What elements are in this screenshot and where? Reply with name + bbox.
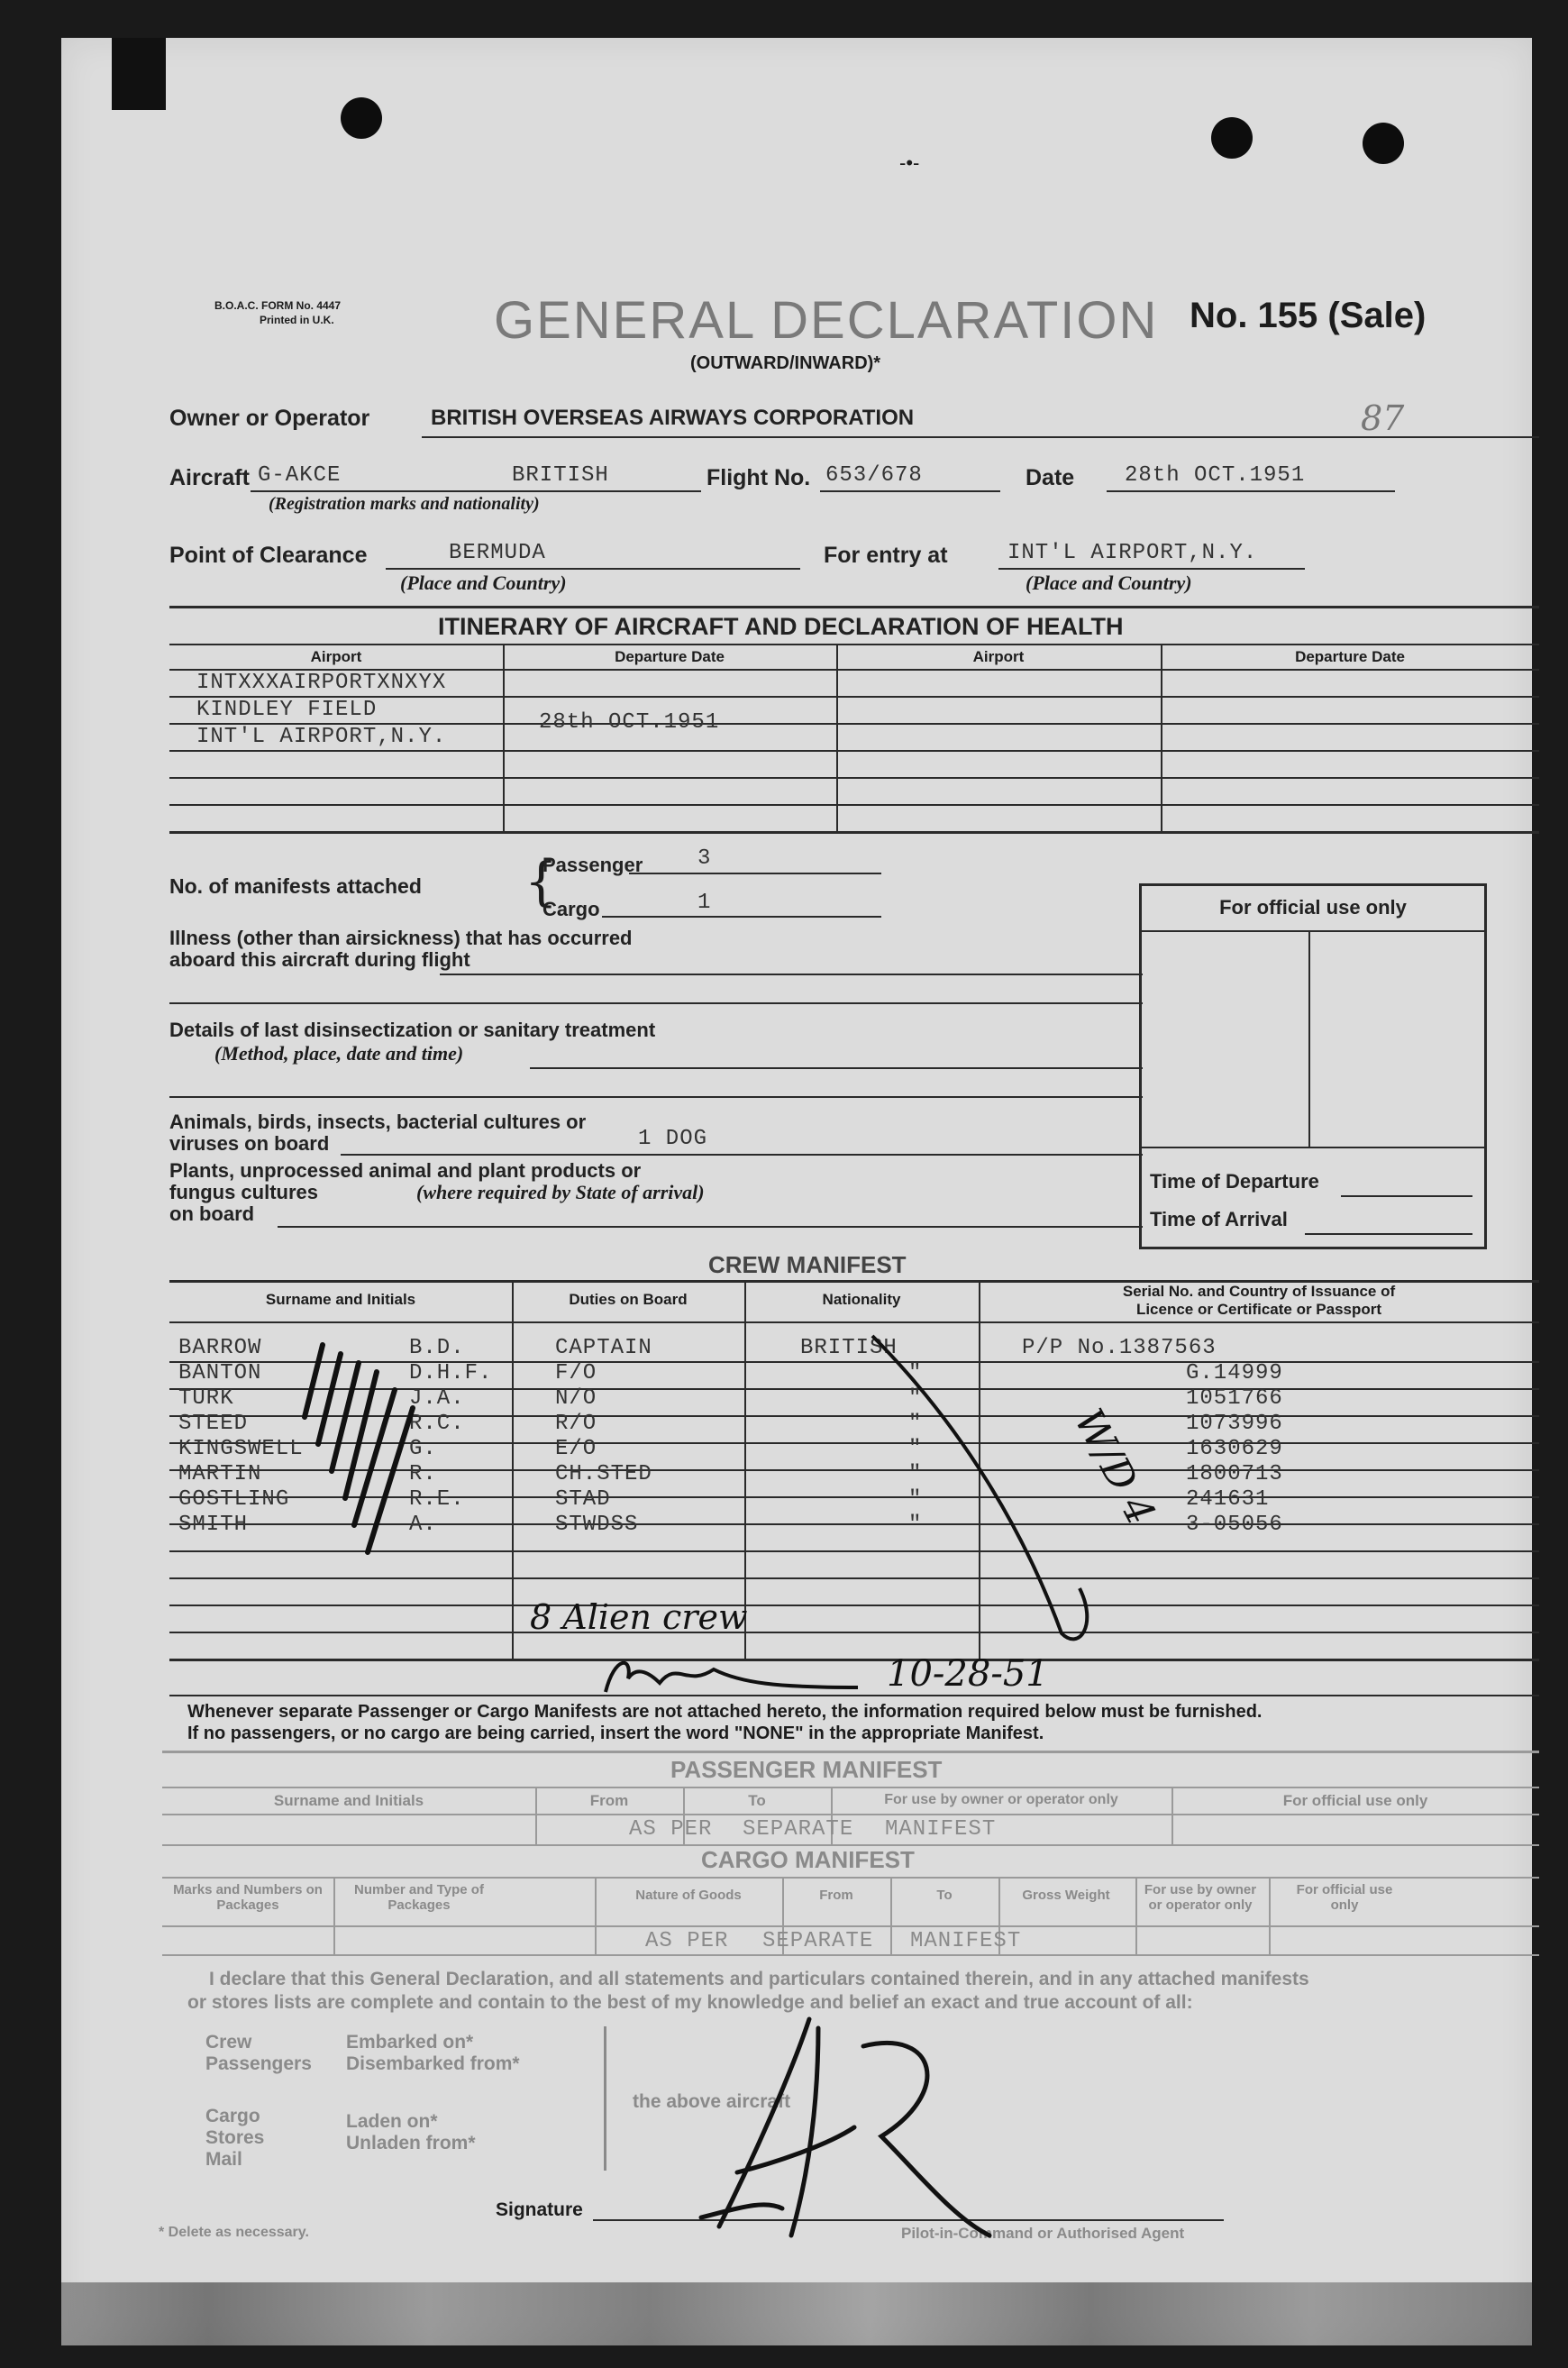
handwritten-initials <box>597 1651 867 1705</box>
plants-note: (where required by State of arrival) <box>416 1181 705 1203</box>
crew-initials-1: B.D. <box>409 1336 465 1360</box>
punch-hole-right <box>1363 123 1404 164</box>
flight-label: Flight No. <box>707 465 811 490</box>
crew-header-serial-2: Licence or Certificate or Passport <box>1135 1301 1382 1318</box>
cargo-header-number: Number and Type of Packages <box>354 1882 484 1913</box>
aircraft-nationality: BRITISH <box>512 463 609 488</box>
cargo-entry-3: MANIFEST <box>910 1929 1022 1953</box>
crew-nationality-6: " <box>908 1462 923 1486</box>
cargo-header-from: From <box>819 1888 853 1903</box>
crew-duty-1: CAPTAIN <box>555 1336 652 1360</box>
crew-serial-4: 1073996 <box>1186 1412 1283 1436</box>
declaration-above-aircraft: the above aircraft <box>633 2091 791 2112</box>
crew-initials-3: J.A. <box>409 1386 465 1411</box>
aircraft-registration: G-AKCE <box>258 463 342 488</box>
handwritten-side-stroke <box>854 1318 1125 1660</box>
crew-serial-7: 241631 <box>1186 1487 1270 1512</box>
itinerary-header-date-2: Departure Date <box>1295 648 1405 665</box>
crew-duty-4: R/O <box>555 1412 597 1436</box>
crew-nationality-3: " <box>908 1386 923 1411</box>
manifests-label: No. of manifests attached <box>169 874 422 898</box>
aircraft-label: Aircraft <box>169 465 250 490</box>
crew-nationality-7: " <box>908 1487 923 1512</box>
crew-surname-2: BANTON <box>178 1361 262 1385</box>
itinerary-airport-row-1: INTXXXAIRPORTXNXYX <box>196 671 447 695</box>
manifests-cargo-label: Cargo <box>542 898 600 920</box>
handwritten-date: 10-28-51 <box>887 1653 1049 1695</box>
signature-role: Pilot-in-Command or Authorised Agent <box>901 2225 1185 2242</box>
crew-duty-5: E/O <box>555 1437 597 1461</box>
animals-label-2: viruses on board <box>169 1132 330 1155</box>
crew-duty-2: F/O <box>555 1361 597 1385</box>
notice-line-2: If no passengers, or no cargo are being carried, insert the word "NONE" in the appropriate Manifest. <box>187 1723 1044 1743</box>
declaration-mail: Mail <box>205 2149 242 2170</box>
official-arrival: Time of Arrival <box>1150 1208 1288 1230</box>
cargo-manifest-title: CARGO MANIFEST <box>701 1846 915 1873</box>
cargo-header-owner: For use by owner or operator only <box>1144 1882 1257 1913</box>
crew-duty-8: STWDSS <box>555 1513 639 1537</box>
passenger-manifest-title: PASSENGER MANIFEST <box>670 1756 943 1783</box>
passenger-entry-1: AS PER <box>629 1817 713 1842</box>
animals-label: Animals, birds, insects, bacterial cultures or <box>169 1111 587 1133</box>
crew-initials-8: A. <box>409 1513 437 1537</box>
handwritten-alien-crew: 8 Alien crew <box>530 1597 748 1637</box>
itinerary-header-airport-2: Airport <box>972 648 1025 665</box>
handwritten-check-marks <box>278 1336 458 1570</box>
form-number: B.O.A.C. FORM No. 4447 <box>214 299 342 312</box>
crew-surname-6: MARTIN <box>178 1462 262 1486</box>
declaration-bracket <box>595 2026 606 2171</box>
printed-note: Printed in U.K. <box>260 314 334 326</box>
declaration-embarked: Embarked on* <box>346 2032 474 2053</box>
crew-manifest-title: CREW MANIFEST <box>708 1251 907 1278</box>
itinerary-header-date-1: Departure Date <box>615 648 725 665</box>
crew-serial-6: 1800713 <box>1186 1462 1283 1486</box>
official-departure: Time of Departure <box>1150 1170 1319 1193</box>
declaration-disembarked: Disembarked from* <box>346 2053 520 2074</box>
top-mark: -•- <box>899 151 920 174</box>
clearance-value: BERMUDA <box>449 541 546 565</box>
clearance-label: Point of Clearance <box>169 543 368 568</box>
crew-initials-2: D.H.F. <box>409 1361 493 1385</box>
handwritten-side-note: W/D 4 <box>1064 1401 1164 1533</box>
passenger-entry-3: MANIFEST <box>885 1817 997 1842</box>
crew-initials-4: R.C. <box>409 1412 465 1436</box>
crew-nationality-8: " <box>908 1513 923 1537</box>
crew-header-surname: Surname and Initials <box>265 1291 416 1308</box>
crew-header-serial-1: Serial No. and Country of Issuance of <box>1122 1283 1396 1300</box>
notice-line-1: Whenever separate Passenger or Cargo Manifests are not attached hereto, the information required below must be furnished. <box>187 1702 1263 1722</box>
delete-note: * Delete as necessary. <box>159 2225 309 2240</box>
crew-header-duties: Duties on Board <box>569 1291 688 1308</box>
crew-surname-4: STEED <box>178 1412 249 1436</box>
declaration-passengers: Passengers <box>205 2053 312 2074</box>
form-serial-number: No. 155 (Sale) <box>1190 296 1427 335</box>
crew-duty-3: N/O <box>555 1386 597 1411</box>
itinerary-header-airport-1: Airport <box>310 648 362 665</box>
official-use-title: For official use only <box>1219 896 1407 919</box>
crew-nationality-1: BRITISH <box>800 1336 898 1360</box>
crew-surname-1: BARROW <box>178 1336 262 1360</box>
manifests-brace: { <box>524 851 558 912</box>
illness-label: Illness (other than airsickness) that has occurred <box>169 927 633 949</box>
crew-initials-5: G. <box>409 1437 437 1461</box>
manifests-cargo-count: 1 <box>697 891 712 915</box>
plants-label-2: fungus cultures <box>169 1181 319 1203</box>
owner-label: Owner or Operator <box>169 406 370 431</box>
crew-serial-1: P/P No.1387563 <box>1022 1336 1217 1360</box>
crew-nationality-5: " <box>908 1437 923 1461</box>
declaration-line-1: I declare that this General Declaration, and all statements and particulars contained therein, and in any attached manifests <box>209 1969 1309 1989</box>
corner-number: 87 <box>1361 398 1405 438</box>
owner-value: BRITISH OVERSEAS AIRWAYS CORPORATION <box>431 406 915 430</box>
disinsect-note: (Method, place, date and time) <box>214 1042 464 1065</box>
passenger-header-surname: Surname and Initials <box>273 1792 424 1809</box>
itinerary-airport-row-3: INT'L AIRPORT,N.Y. <box>196 725 447 749</box>
date-label: Date <box>1026 465 1075 490</box>
torn-corner <box>112 38 166 110</box>
passenger-header-from: From <box>589 1792 629 1809</box>
crew-surname-3: TURK <box>178 1386 234 1411</box>
aircraft-note: (Registration marks and nationality) <box>269 494 540 514</box>
form-subtitle: (OUTWARD/INWARD)* <box>690 353 881 373</box>
plants-label: Plants, unprocessed animal and plant products or <box>169 1159 642 1182</box>
declaration-laden: Laden on* <box>346 2111 438 2132</box>
flight-number: 653/678 <box>825 463 923 488</box>
crew-surname-5: KINGSWELL <box>178 1437 304 1461</box>
declaration-crew: Crew <box>205 2032 252 2053</box>
passenger-header-to: To <box>748 1792 766 1809</box>
declaration-line-2: or stores lists are complete and contain to the best of my knowledge and belief an exact and true account of all: <box>187 1992 1193 2013</box>
itinerary-airport-row-2: KINDLEY FIELD <box>196 698 378 722</box>
crew-serial-3: 1051766 <box>1186 1386 1283 1411</box>
clearance-note: (Place and Country) <box>400 571 567 594</box>
cargo-header-nature: Nature of Goods <box>635 1888 742 1903</box>
crew-nationality-4: " <box>908 1412 923 1436</box>
entry-note: (Place and Country) <box>1026 571 1192 594</box>
pilot-signature <box>683 1992 1007 2263</box>
illness-label-2: aboard this aircraft during flight <box>169 948 470 971</box>
manifests-passenger-count: 3 <box>697 846 712 871</box>
crew-serial-5: 1630629 <box>1186 1437 1283 1461</box>
form-title: GENERAL DECLARATION <box>494 291 1159 350</box>
signature-label: Signature <box>496 2199 583 2220</box>
date-value: 28th OCT.1951 <box>1125 463 1306 488</box>
punch-hole-mid <box>1211 117 1253 159</box>
cargo-entry-1: AS PER <box>645 1929 729 1953</box>
cargo-header-weight: Gross Weight <box>1022 1888 1110 1903</box>
crew-duty-6: CH.STED <box>555 1462 652 1486</box>
animals-value: 1 DOG <box>638 1127 708 1151</box>
declaration-stores: Stores <box>205 2127 265 2148</box>
entry-label: For entry at <box>824 543 948 568</box>
crew-serial-2: G.14999 <box>1186 1361 1283 1385</box>
itinerary-title: ITINERARY OF AIRCRAFT AND DECLARATION OF HEALTH <box>438 613 1124 640</box>
cargo-header-marks: Marks and Numbers on Packages <box>173 1882 323 1913</box>
entry-value: INT'L AIRPORT,N.Y. <box>1007 541 1258 565</box>
passenger-header-official: For official use only <box>1282 1792 1428 1809</box>
crew-serial-8: 3-05056 <box>1186 1513 1283 1537</box>
bottom-torn-edge <box>61 2282 1532 2345</box>
crew-surname-7: GOSTLING <box>178 1487 290 1512</box>
plants-label-3: on board <box>169 1202 255 1225</box>
cargo-entry-2: SEPARATE <box>762 1929 874 1953</box>
disinsect-label: Details of last disinsectization or sanitary treatment <box>169 1019 656 1041</box>
crew-duty-7: STAD <box>555 1487 611 1512</box>
declaration-unladen: Unladen from* <box>346 2133 476 2153</box>
crew-surname-8: SMITH <box>178 1513 249 1537</box>
cargo-header-to: To <box>936 1888 953 1903</box>
declaration-form-sheet <box>61 38 1532 2345</box>
crew-header-nationality: Nationality <box>822 1291 901 1308</box>
crew-initials-6: R. <box>409 1462 437 1486</box>
crew-initials-7: R.E. <box>409 1487 465 1512</box>
passenger-header-owner: For use by owner or operator only <box>884 1792 1118 1807</box>
itinerary-date-row-2: 28th OCT.1951 <box>539 710 720 735</box>
manifests-passenger-label: Passenger <box>542 854 643 876</box>
cargo-header-official: For official use only <box>1296 1882 1393 1913</box>
punch-hole-left <box>341 97 382 139</box>
crew-nationality-2: " <box>908 1361 923 1385</box>
declaration-cargo: Cargo <box>205 2106 260 2126</box>
passenger-entry-2: SEPARATE <box>743 1817 854 1842</box>
